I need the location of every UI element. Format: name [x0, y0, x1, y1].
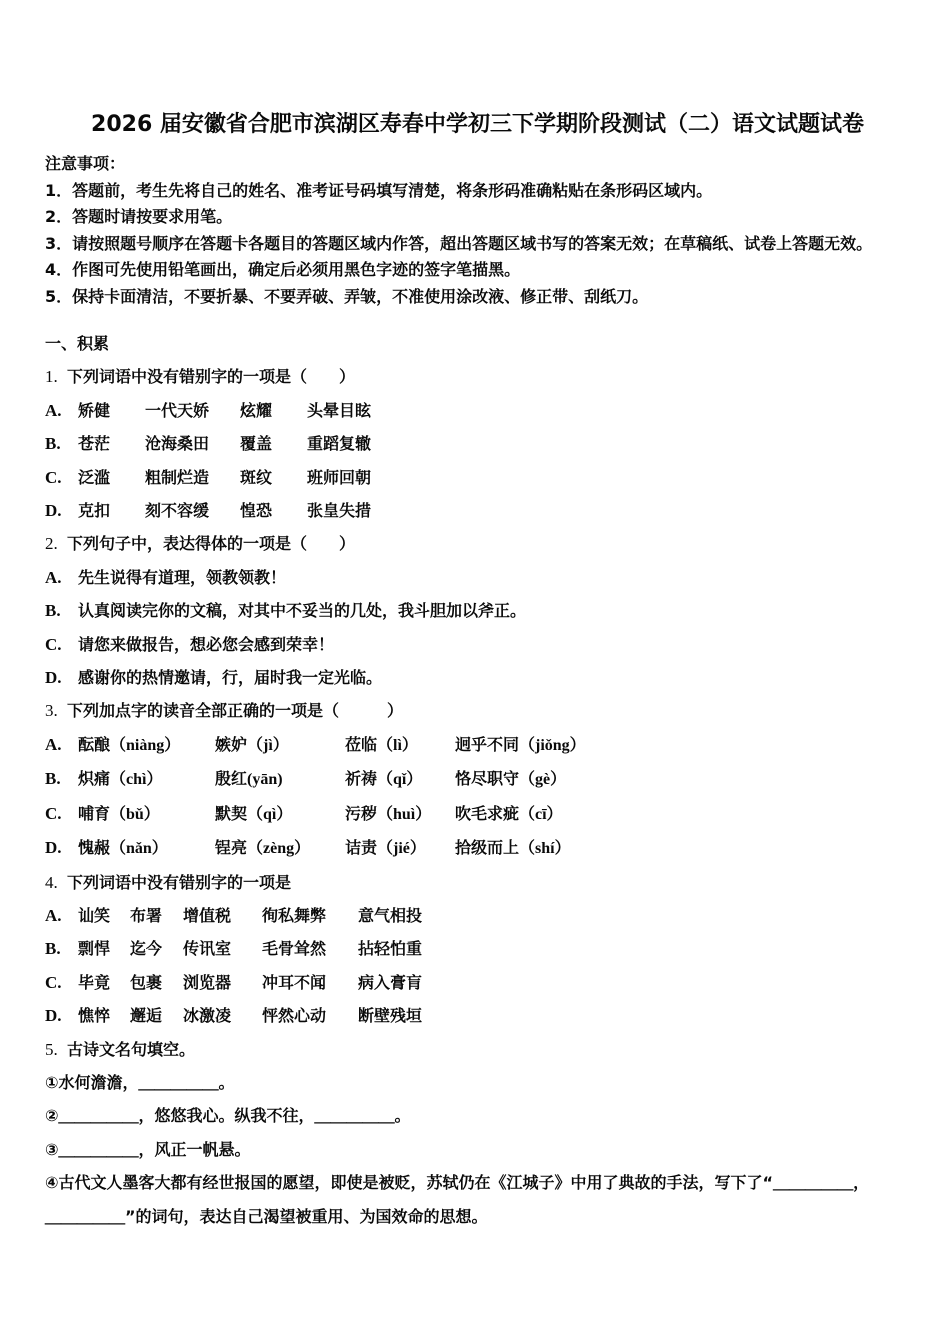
question-4-option-a [45, 899, 910, 932]
word-cell: 断壁残垣 [358, 1006, 423, 1026]
word-cell: 拈轻怕重 [358, 939, 423, 959]
word-cell: 泛滥 [78, 467, 111, 487]
option-text: 请您来做报告，想必您会感到荣幸！ [78, 634, 335, 654]
word-cell: 苍茫 [78, 434, 111, 454]
word-cell: 徇私舞弊 [262, 905, 327, 925]
word-cell: 增值税 [183, 905, 232, 925]
option-label: D. [45, 1006, 62, 1026]
option-label: A. [45, 567, 62, 587]
question-5-blank-4-line-2: ＿＿＿＿＿”的词句，表达自己渴望被重用、为国效命的思想。 [45, 1206, 488, 1226]
question-1-option-d [45, 494, 910, 527]
question-3-option-a [45, 728, 910, 762]
section-heading: 一、积累 [45, 334, 110, 353]
word-cell: 毕竟 [78, 972, 111, 992]
option-label: D. [45, 668, 62, 688]
question-number: 1. [45, 367, 58, 387]
question-number: 2. [45, 534, 58, 554]
option-text: 感谢你的热情邀请，行，届时我一定光临。 [78, 668, 383, 688]
option-label: C. [45, 972, 62, 992]
question-number: 4. [45, 872, 58, 892]
word-cell: 炫耀 [240, 400, 273, 420]
question-stem-text: 下列句子中，表达得体的一项是（ ） [67, 534, 356, 554]
word-cell: 沧海桑田 [145, 434, 210, 454]
question-1-option-a [45, 394, 910, 427]
word-pinyin-cell: 炽痛（chì） [78, 771, 163, 789]
word-cell: 毛骨耸然 [262, 939, 327, 959]
word-cell: 冰激凌 [183, 1006, 232, 1026]
question-5-blank-1: ①水何澹澹，＿＿＿＿＿。 [45, 1072, 235, 1092]
word-cell: 班师回朝 [307, 467, 372, 487]
word-cell: 讪笑 [78, 905, 111, 925]
question-3-stem [45, 694, 910, 727]
word-cell: 覆盖 [240, 434, 273, 454]
word-cell: 斑纹 [240, 467, 273, 487]
notice-item: 5．保持卡面清洁，不要折暴、不要弄破、弄皱，不准使用涂改液、修正带、刮纸刀。 [45, 286, 649, 306]
word-cell: 冲耳不闻 [262, 972, 327, 992]
page-title: 2026 届安徽省合肥市滨湖区寿春中学初三下学期阶段测试（二）语文试题试卷 [91, 112, 864, 137]
word-cell: 包裹 [130, 972, 163, 992]
question-stem-text: 下列加点字的读音全部正确的一项是（ ） [67, 701, 404, 721]
notice-item: 1．答题前，考生先将自己的姓名、准考证号码填写清楚，将条形码准确粘贴在条形码区域内。 [45, 180, 713, 200]
word-pinyin-cell: 污秽（huì） [345, 805, 432, 823]
option-text: 先生说得有道理，领教领教！ [78, 567, 287, 587]
word-pinyin-cell: 酝酿（niàng） [78, 736, 181, 754]
question-2-option-b [45, 594, 910, 627]
question-4-option-b [45, 932, 910, 965]
word-cell: 意气相投 [358, 905, 423, 925]
word-pinyin-cell: 默契（qì） [215, 805, 293, 823]
question-2-stem [45, 527, 910, 560]
question-4-option-c [45, 966, 910, 999]
question-4-stem [45, 866, 910, 899]
option-label: A. [45, 400, 62, 420]
word-pinyin-cell: 锃亮（zèng） [215, 840, 311, 858]
notice-item: 2．答题时请按要求用笔。 [45, 207, 233, 226]
word-pinyin-cell: 祈祷（qǐ） [345, 771, 423, 789]
question-5-stem [45, 1033, 910, 1066]
option-label: B. [45, 434, 61, 454]
word-cell: 一代天娇 [145, 400, 210, 420]
question-stem-text: 下列词语中没有错别字的一项是 [67, 872, 292, 892]
option-label: B. [45, 601, 61, 621]
question-1-option-b [45, 427, 910, 460]
word-cell: 传讯室 [183, 939, 232, 959]
word-cell: 怦然心动 [262, 1006, 327, 1026]
word-cell: 布署 [130, 905, 163, 925]
option-text: 认真阅读完你的文稿，对其中不妥当的几处，我斗胆加以斧正。 [78, 601, 527, 621]
word-cell: 剽悍 [78, 939, 111, 959]
notice-section [45, 151, 910, 310]
option-label: C. [45, 634, 62, 654]
question-4-option-d [45, 999, 910, 1032]
word-cell: 病入膏肓 [358, 972, 423, 992]
question-number: 5. [45, 1039, 58, 1059]
word-cell: 粗制烂造 [145, 467, 210, 487]
option-label: B. [45, 939, 61, 959]
word-pinyin-cell: 拾级而上（shí） [455, 840, 571, 858]
word-cell: 重蹈复辙 [307, 434, 372, 454]
word-cell: 刻不容缓 [145, 501, 210, 521]
word-pinyin-cell: 嫉妒（jì） [215, 736, 289, 754]
questions-area [45, 327, 910, 1233]
word-pinyin-cell: 愧赧（nǎn） [78, 840, 168, 858]
question-2-option-a [45, 561, 910, 594]
question-stem-text: 下列词语中没有错别字的一项是（ ） [67, 367, 356, 387]
word-cell: 惶恐 [240, 501, 273, 521]
option-label: B. [45, 769, 61, 789]
question-number: 3. [45, 701, 58, 721]
option-label: C. [45, 467, 62, 487]
question-1-stem [45, 360, 910, 393]
option-label: C. [45, 803, 62, 823]
word-pinyin-cell: 莅临（lì） [345, 736, 418, 754]
option-label: A. [45, 905, 62, 925]
word-pinyin-cell: 诘责（jié） [345, 840, 426, 858]
question-5-blank-2: ②＿＿＿＿＿，悠悠我心。纵我不往，＿＿＿＿＿。 [45, 1106, 411, 1126]
question-5-blank-4-line-1: ④古代文人墨客大都有经世报国的愿望，即使是被贬，苏轼仍在《江城子》中用了典故的手法，写下了“＿＿＿＿＿， [45, 1173, 870, 1193]
word-cell: 头晕目眩 [307, 400, 372, 420]
option-label: D. [45, 501, 62, 521]
word-pinyin-cell: 迥乎不同（jiǒng） [455, 736, 586, 754]
word-cell: 张皇失措 [307, 501, 372, 521]
question-2-option-c [45, 628, 910, 661]
question-2-option-d [45, 661, 910, 694]
word-pinyin-cell: 殷红(yān) [215, 771, 283, 789]
word-pinyin-cell: 吹毛求疵（cī） [455, 805, 563, 823]
notice-heading: 注意事项： [45, 154, 126, 173]
word-cell: 憔悴 [78, 1006, 111, 1026]
word-pinyin-cell: 恪尽职守（gè） [455, 771, 567, 789]
question-stem-text: 古诗文名句填空。 [67, 1039, 196, 1059]
word-cell: 迄今 [130, 939, 163, 959]
notice-item: 4．作图可先使用铅笔画出，确定后必须用黑色字迹的签字笔描黑。 [45, 260, 521, 279]
question-3-option-b [45, 762, 910, 796]
question-1-option-c [45, 461, 910, 494]
option-label: A. [45, 734, 62, 754]
word-cell: 矫健 [78, 400, 111, 420]
notice-item: 3．请按照题号顺序在答题卡各题目的答题区域内作答，超出答题区域书写的答案无效；在草稿纸、试卷上答题无效。 [45, 233, 873, 253]
word-cell: 浏览器 [183, 972, 232, 992]
question-3-option-c [45, 797, 910, 831]
question-3-option-d [45, 831, 910, 865]
word-cell: 邂逅 [130, 1006, 163, 1026]
question-5-blank-3: ③＿＿＿＿＿，风正一帆悬。 [45, 1139, 251, 1159]
word-pinyin-cell: 哺育（bǔ） [78, 805, 160, 823]
option-label: D. [45, 838, 62, 858]
word-cell: 克扣 [78, 501, 111, 521]
